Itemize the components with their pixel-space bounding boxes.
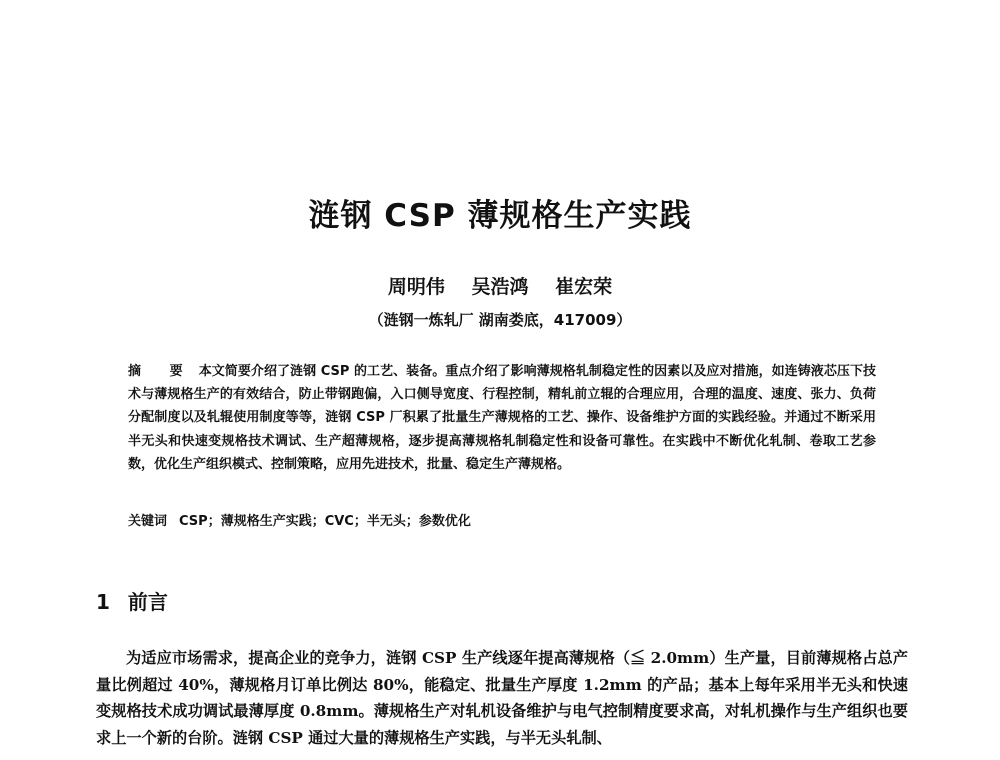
author-2: 吴浩鸿 <box>471 276 529 298</box>
paper-title: 涟钢 CSP 薄规格生产实践 <box>308 198 692 234</box>
keywords-label: 关键词 <box>128 514 168 529</box>
abstract <box>128 360 876 476</box>
author-3: 崔宏荣 <box>555 276 613 298</box>
section-heading-intro <box>96 588 168 616</box>
author-list <box>0 274 1000 300</box>
section-title: 前言 <box>127 590 168 614</box>
section-number: 1 <box>96 590 110 614</box>
abstract-label: 摘 要 <box>128 364 195 379</box>
keywords <box>128 511 876 533</box>
abstract-text: 本文简要介绍了涟钢 CSP 的工艺、装备。重点介绍了影响薄规格轧制稳定性的因素以及应对措施，如连铸液芯压下技术与薄规格生产的有效结合，防止带钢跑偏，入口侧导宽度、行程控制，精轧前立辊的合理应用，合理的温度、速度、张力、负荷分配制度以及轧辊使用制度等等，涟钢 CSP 厂积累了批量生产薄规格的工艺、操作、设备维护方面的实践经验。并通过不断采用半无头和快速变规格技术调试、生产超薄规格，逐步提高薄规格轧制稳定性和设备可靠性。在实践中不断优化轧制、卷取工艺参数，优化生产组织模式、控制策略，应用先进技术，批量、稳定生产薄规格。 <box>128 364 876 472</box>
keywords-text: CSP；薄规格生产实践；CVC；半无头；参数优化 <box>179 514 471 529</box>
author-1: 周明伟 <box>387 276 445 298</box>
intro-paragraph: 为适应市场需求，提高企业的竞争力，涟钢 CSP 生产线逐年提高薄规格（≦ 2.0mm）生产量，目前薄规格占总产量比例超过 40%，薄规格月订单比例达 80%，能稳定、批量生产厚度 1.2mm 的产品；基本上每年采用半无头和快速变规格技术成功调试最薄厚度 0.8mm。薄规格生产对轧机设备维护与电气控制精度要求高，对轧机操作与生产组织也要求上一个新的台阶。涟钢 CSP 通过大量的薄规格生产实践，与半无头轧制、 <box>96 649 908 747</box>
affiliation: （涟钢一炼轧厂 湖南娄底，417009） <box>368 311 632 329</box>
